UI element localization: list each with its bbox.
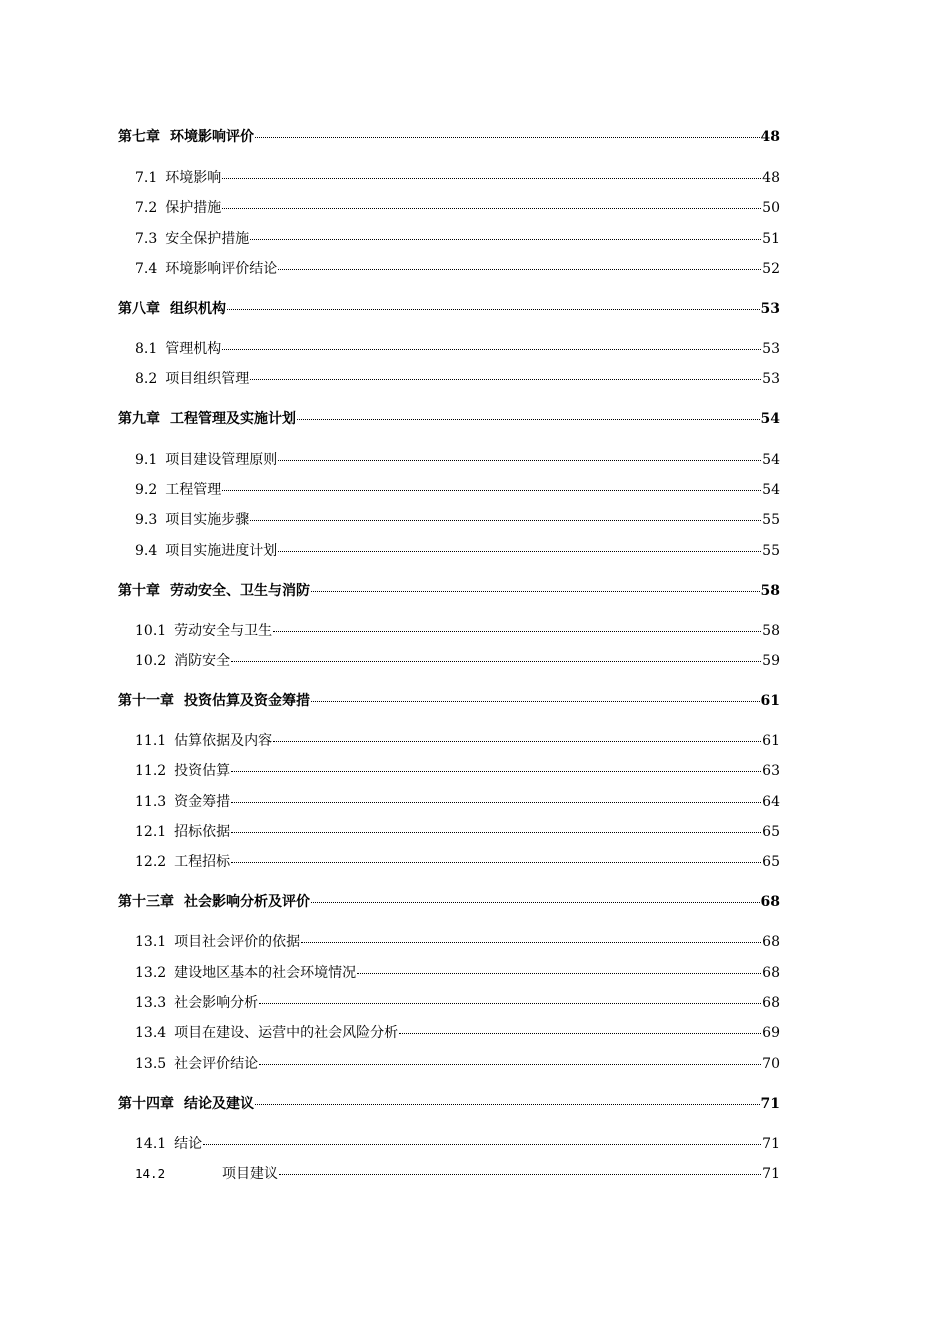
toc-chapter-entry[interactable]: [118, 690, 780, 712]
toc-entry-title: 工程管理及实施计划: [170, 411, 296, 427]
toc-chapter-entry[interactable]: [118, 891, 780, 913]
toc-entry-title: 管理机构: [165, 341, 222, 357]
toc-entry-page-number: 53: [762, 371, 780, 387]
toc-entry-number: 第七章: [118, 129, 160, 145]
toc-entry-title: 投资估算: [174, 763, 231, 779]
toc-dot-leader: [278, 460, 761, 461]
toc-entry-number: 11.1: [135, 733, 167, 749]
toc-entry-title: 招标依据: [174, 824, 231, 840]
toc-entry-page-number: 50: [762, 200, 780, 216]
toc-section-entry[interactable]: [118, 821, 780, 843]
toc-dot-leader: [311, 701, 760, 702]
toc-entry-title: 项目实施进度计划: [165, 543, 278, 559]
toc-entry-page-number: 58: [762, 623, 780, 639]
toc-dot-leader: [259, 1064, 761, 1065]
toc-section-entry[interactable]: [118, 1133, 780, 1155]
toc-dot-leader: [255, 1104, 760, 1105]
toc-entry-page-number: 48: [760, 129, 780, 145]
toc-entry-number: 13.1: [135, 934, 167, 950]
toc-entry-number: 13.2: [135, 965, 167, 981]
toc-section-entry[interactable]: [118, 479, 780, 501]
toc-entry-number: 14.2: [135, 1166, 166, 1181]
toc-entry-page-number: 61: [760, 693, 780, 709]
toc-entry-title: 劳动安全与卫生: [174, 623, 273, 639]
toc-entry-number: 9.2: [135, 482, 158, 498]
toc-section-entry[interactable]: [118, 449, 780, 471]
toc-entry-number: 第八章: [118, 301, 160, 317]
toc-entry-number: 第十一章: [118, 693, 174, 709]
toc-chapter-entry[interactable]: [118, 408, 780, 430]
toc-entry-number: 8.1: [135, 341, 158, 357]
toc-section-entry[interactable]: [118, 368, 780, 390]
toc-entry-number: 11.3: [135, 794, 167, 810]
toc-entry-title: 建设地区基本的社会环境情况: [174, 965, 357, 981]
toc-section-entry[interactable]: [118, 851, 780, 873]
toc-entry-page-number: 65: [762, 854, 780, 870]
toc-entry-title: 社会评价结论: [174, 1056, 259, 1072]
toc-entry-number: 10.1: [135, 623, 167, 639]
toc-dot-leader: [399, 1033, 761, 1034]
toc-entry-number: 第十四章: [118, 1096, 174, 1112]
toc-entry-page-number: 63: [762, 763, 780, 779]
toc-entry-title: 环境影响评价: [170, 129, 254, 145]
toc-section-entry[interactable]: [118, 258, 780, 280]
toc-entry-page-number: 54: [762, 482, 780, 498]
toc-dot-leader: [279, 1174, 761, 1175]
toc-dot-leader: [222, 178, 761, 179]
toc-section-entry[interactable]: [118, 1022, 780, 1044]
toc-dot-leader: [278, 551, 761, 552]
toc-entry-title: 结论及建议: [184, 1096, 254, 1112]
toc-dot-leader: [357, 973, 761, 974]
toc-entry-number: 第十章: [118, 583, 160, 599]
toc-section-entry[interactable]: [118, 540, 780, 562]
toc-entry-page-number: 55: [762, 543, 780, 559]
toc-section-entry[interactable]: [118, 931, 780, 953]
toc-entry-page-number: 55: [762, 512, 780, 528]
toc-entry-title: 估算依据及内容: [174, 733, 273, 749]
toc-dot-leader: [222, 208, 761, 209]
toc-entry-page-number: 53: [760, 301, 780, 317]
toc-entry-page-number: 68: [762, 934, 780, 950]
toc-section-entry[interactable]: [118, 962, 780, 984]
toc-entry-number: 12.1: [135, 824, 167, 840]
toc-section-entry[interactable]: [118, 620, 780, 642]
toc-dot-leader: [231, 862, 761, 863]
toc-entry-number: 13.4: [135, 1025, 167, 1041]
toc-dot-leader: [231, 802, 761, 803]
toc-dot-leader: [311, 591, 760, 592]
toc-section-entry[interactable]: [118, 791, 780, 813]
toc-chapter-entry[interactable]: [118, 126, 780, 148]
toc-entry-number: 13.3: [135, 995, 167, 1011]
toc-entry-page-number: 70: [762, 1056, 780, 1072]
toc-entry-page-number: 51: [762, 231, 780, 247]
toc-entry-page-number: 71: [760, 1096, 780, 1112]
toc-entry-page-number: 52: [762, 261, 780, 277]
toc-entry-page-number: 65: [762, 824, 780, 840]
toc-entry-title: 工程招标: [174, 854, 231, 870]
toc-entry-page-number: 68: [762, 965, 780, 981]
toc-entry-title: 项目实施步骤: [165, 512, 250, 528]
toc-entry-title: 社会影响分析及评价: [184, 894, 310, 910]
toc-dot-leader: [273, 741, 761, 742]
toc-section-entry[interactable]: [118, 509, 780, 531]
toc-entry-title: 项目建设管理原则: [165, 452, 278, 468]
toc-section-entry[interactable]: [118, 167, 780, 189]
toc-chapter-entry[interactable]: [118, 298, 780, 320]
toc-dot-leader: [250, 379, 761, 380]
toc-entry-title: 项目建议: [222, 1166, 278, 1182]
toc-dot-leader: [231, 661, 761, 662]
toc-entry-title: 资金筹措: [174, 794, 231, 810]
toc-entry-title: 结论: [174, 1136, 203, 1152]
toc-chapter-entry[interactable]: [118, 580, 780, 602]
toc-dot-leader: [311, 902, 760, 903]
toc-entry-title: 组织机构: [170, 301, 226, 317]
toc-entry-page-number: 59: [762, 653, 780, 669]
toc-entry-page-number: 68: [762, 995, 780, 1011]
toc-entry-page-number: 64: [762, 794, 780, 810]
toc-entry-title: 工程管理: [165, 482, 222, 498]
toc-entry-number: 11.2: [135, 763, 167, 779]
toc-dot-leader: [227, 309, 760, 310]
toc-entry-number: 9.4: [135, 543, 158, 559]
toc-section-entry[interactable]: [118, 228, 780, 250]
toc-section-entry[interactable]: [118, 338, 780, 360]
toc-entry-number: 8.2: [135, 371, 158, 387]
toc-entry-title: 项目在建设、运营中的社会风险分析: [174, 1025, 399, 1041]
toc-entry-number: 13.5: [135, 1056, 167, 1072]
toc-entry-number: 7.4: [135, 261, 158, 277]
toc-entry-title: 社会影响分析: [174, 995, 259, 1011]
toc-dot-leader: [301, 942, 761, 943]
toc-entry-page-number: 68: [760, 894, 780, 910]
toc-entry-title: 消防安全: [174, 653, 231, 669]
toc-dot-leader: [255, 137, 760, 138]
table-of-contents: [118, 0, 780, 1344]
toc-entry-title: 环境影响评价结论: [165, 261, 278, 277]
toc-section-entry[interactable]: [118, 650, 780, 672]
toc-dot-leader: [250, 239, 761, 240]
toc-dot-leader: [273, 631, 761, 632]
toc-entry-page-number: 58: [760, 583, 780, 599]
toc-dot-leader: [231, 771, 761, 772]
toc-dot-leader: [297, 419, 760, 420]
toc-entry-number: 7.3: [135, 231, 158, 247]
toc-entry-page-number: 69: [762, 1025, 780, 1041]
toc-entry-number: 第十三章: [118, 894, 174, 910]
toc-entry-number: 第九章: [118, 411, 160, 427]
toc-dot-leader: [259, 1003, 761, 1004]
toc-section-entry[interactable]: [118, 1053, 780, 1075]
toc-entry-title: 环境影响: [165, 170, 222, 186]
toc-chapter-entry[interactable]: [118, 1093, 780, 1115]
toc-dot-leader: [203, 1144, 761, 1145]
toc-section-entry[interactable]: [118, 197, 780, 219]
toc-section-entry[interactable]: [118, 760, 780, 782]
toc-dot-leader: [222, 349, 761, 350]
toc-section-entry[interactable]: [118, 730, 780, 752]
toc-entry-number: 10.2: [135, 653, 167, 669]
toc-entry-title: 项目组织管理: [165, 371, 250, 387]
toc-entry-page-number: 48: [762, 170, 780, 186]
toc-dot-leader: [278, 269, 761, 270]
toc-entry-title: 项目社会评价的依据: [174, 934, 301, 950]
toc-entry-title: 安全保护措施: [165, 231, 250, 247]
toc-entry-number: 12.2: [135, 854, 167, 870]
toc-entry-page-number: 61: [762, 733, 780, 749]
toc-entry-number: 9.1: [135, 452, 158, 468]
toc-entry-page-number: 71: [762, 1166, 780, 1182]
toc-entry-page-number: 71: [762, 1136, 780, 1152]
toc-section-entry[interactable]: [118, 1163, 780, 1185]
toc-entry-number: 9.3: [135, 512, 158, 528]
toc-entry-title: 劳动安全、卫生与消防: [170, 583, 310, 599]
toc-entry-number: 14.1: [135, 1136, 167, 1152]
toc-entry-title: 保护措施: [165, 200, 222, 216]
toc-entry-number: 7.1: [135, 170, 158, 186]
toc-entry-number: 7.2: [135, 200, 158, 216]
toc-entry-page-number: 54: [762, 452, 780, 468]
toc-dot-leader: [250, 520, 761, 521]
toc-entry-title: 投资估算及资金筹措: [184, 693, 310, 709]
toc-section-entry[interactable]: [118, 992, 780, 1014]
toc-dot-leader: [231, 832, 761, 833]
toc-dot-leader: [222, 490, 761, 491]
toc-entry-page-number: 54: [760, 411, 780, 427]
toc-entry-page-number: 53: [762, 341, 780, 357]
